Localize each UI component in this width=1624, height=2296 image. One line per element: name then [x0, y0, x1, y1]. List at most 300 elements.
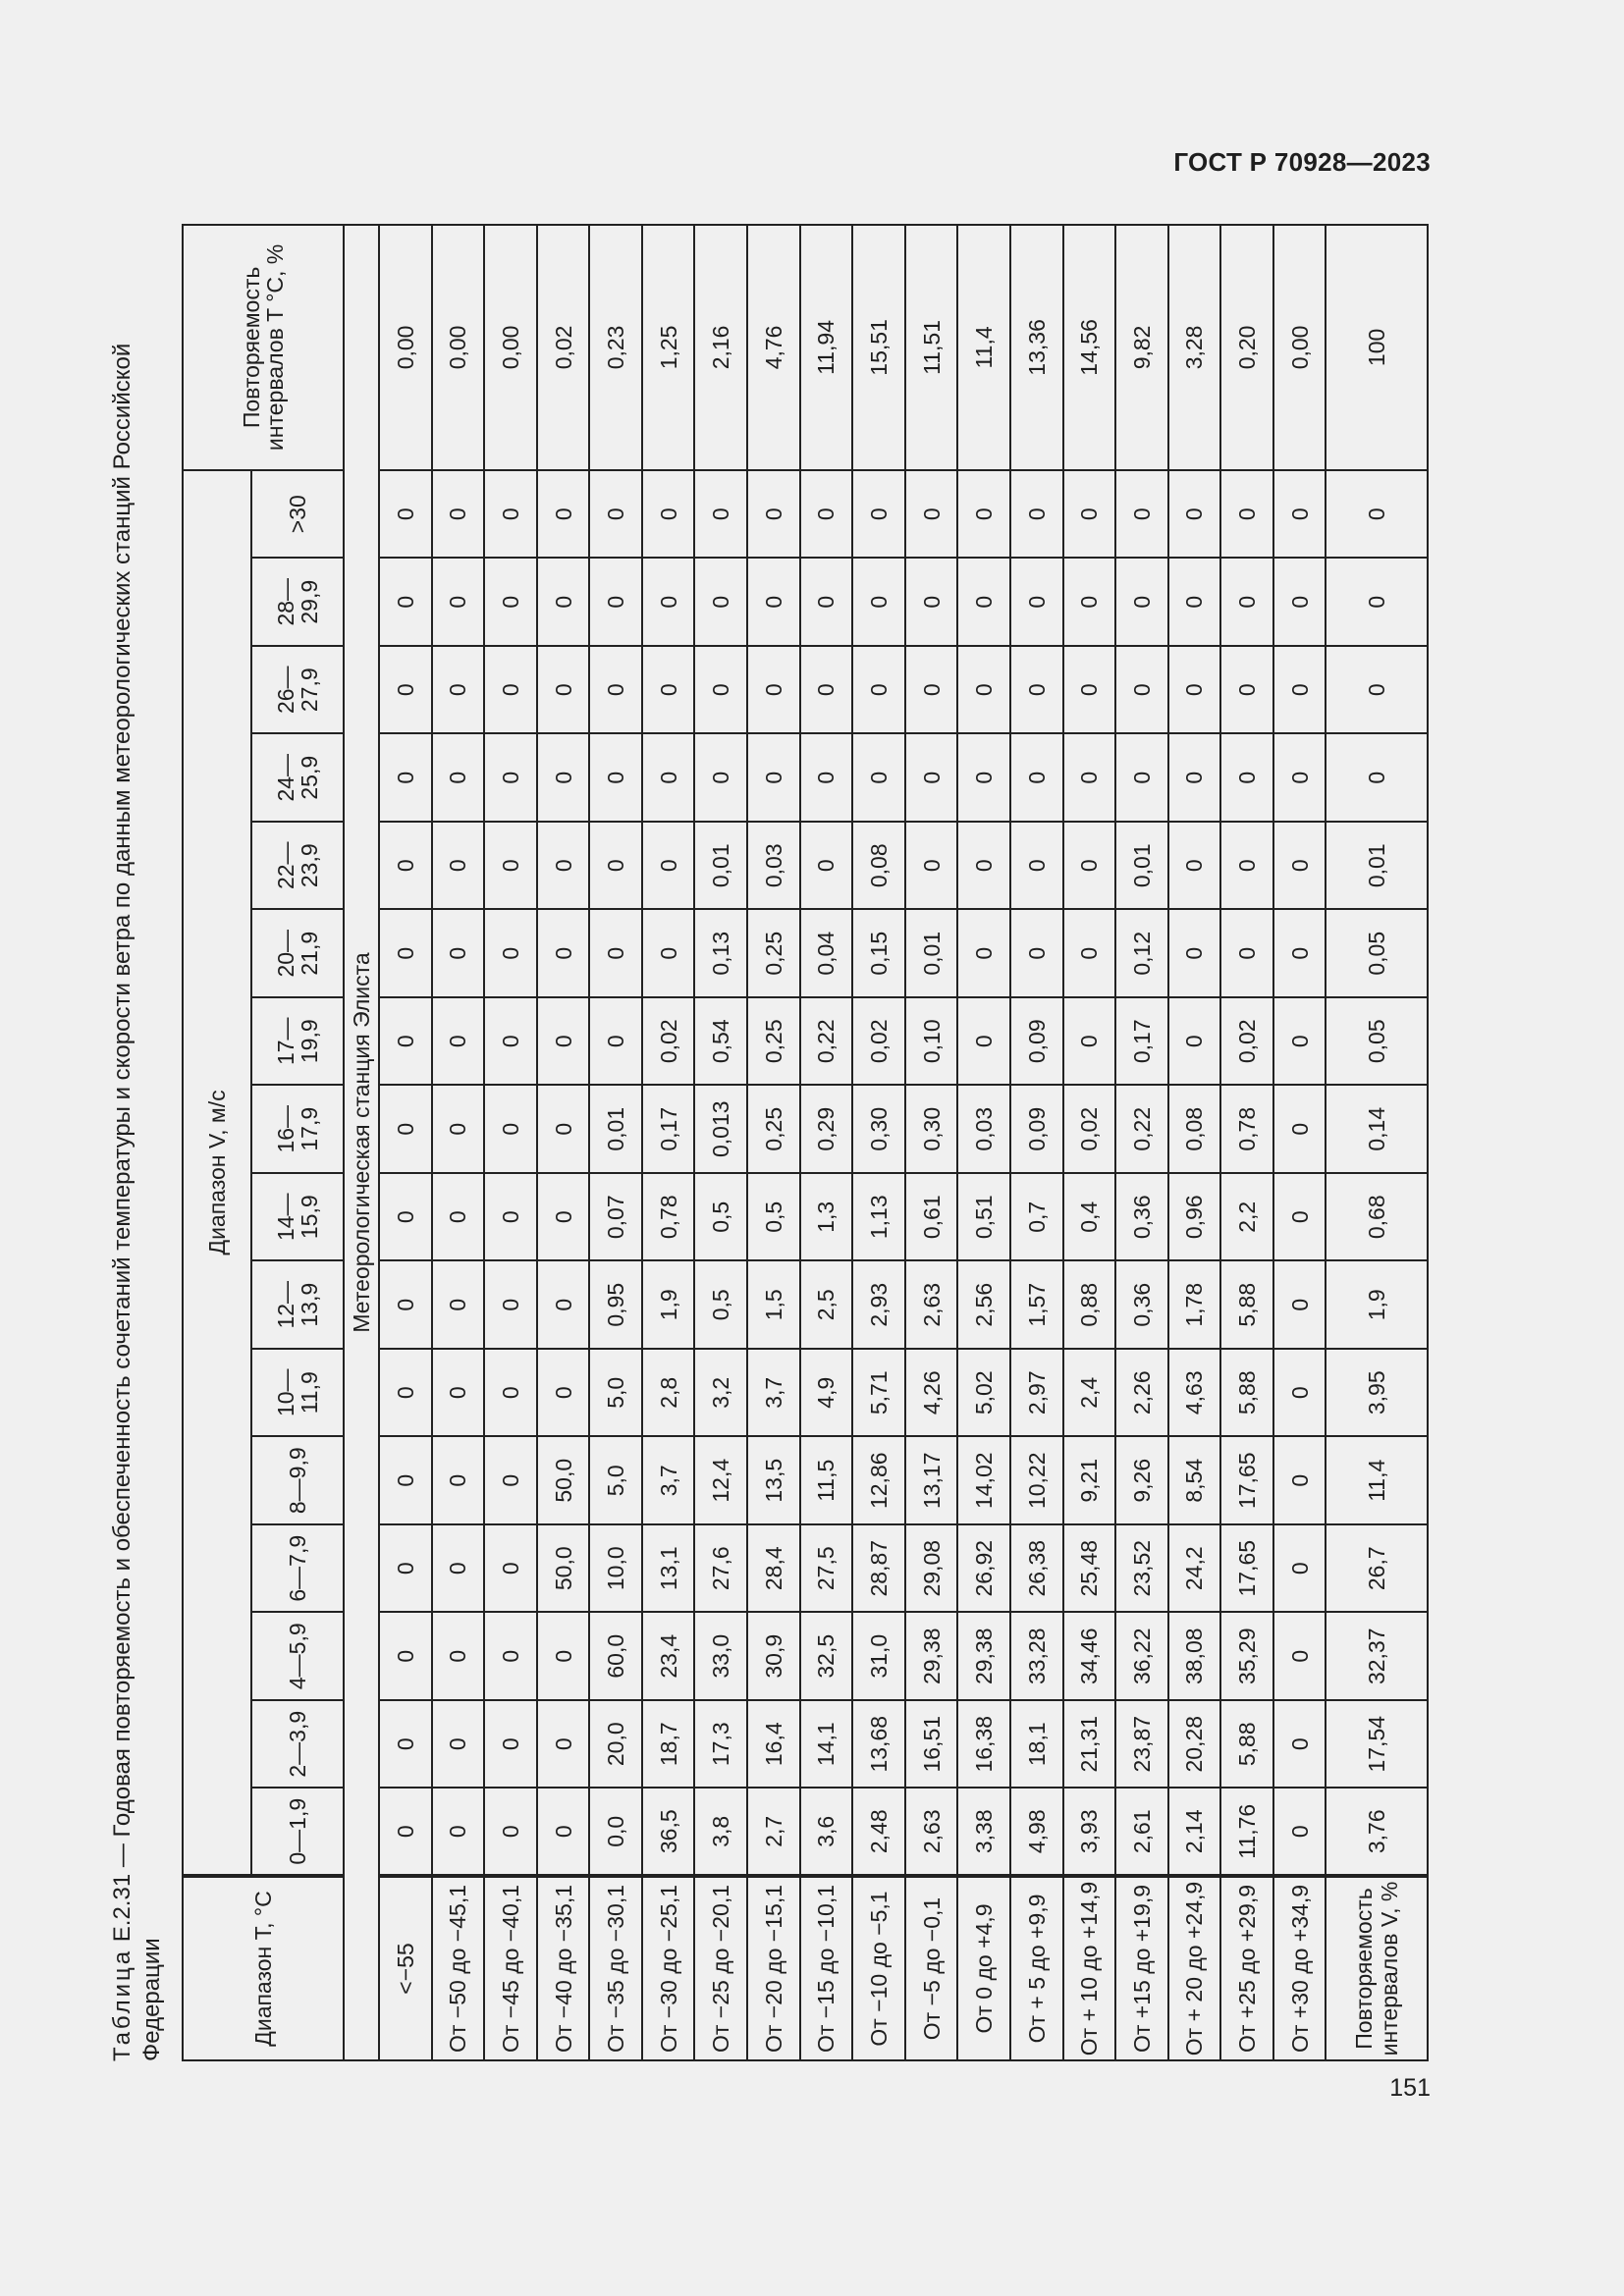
row-total: 13,36 — [1010, 225, 1063, 470]
cell-value: 0 — [484, 1173, 537, 1261]
row-label: От +25 до +29,9 — [1220, 1876, 1273, 2060]
cell-value: 0 — [1063, 997, 1116, 1086]
cell-value: 0 — [1010, 646, 1063, 734]
cell-value: 0,01 — [1326, 822, 1428, 910]
cell-value: 2,7 — [747, 1789, 800, 1877]
cell-value: 2,5 — [800, 1261, 853, 1350]
cell-value: 0 — [1063, 470, 1116, 559]
cell-value: 0,68 — [1326, 1173, 1428, 1261]
speed-col-header: 28—29,9 — [251, 559, 344, 647]
cell-value: 0,0 — [589, 1789, 642, 1877]
cell-value: 0 — [484, 1437, 537, 1525]
cell-value: 0,02 — [1220, 997, 1273, 1086]
cell-value: 9,21 — [1063, 1437, 1116, 1525]
cell-value: 0 — [957, 470, 1010, 559]
cell-value: 0 — [1273, 1437, 1326, 1525]
speed-col-header: 10—11,9 — [251, 1349, 344, 1437]
cell-value: 0 — [484, 910, 537, 998]
cell-value: 0 — [1010, 734, 1063, 823]
cell-value: 0 — [1273, 1700, 1326, 1789]
cell-value: 16,4 — [747, 1700, 800, 1789]
cell-value: 0 — [694, 559, 747, 647]
cell-value: 1,9 — [1326, 1261, 1428, 1350]
cell-value: 0 — [1273, 559, 1326, 647]
cell-value: 23,52 — [1115, 1524, 1168, 1613]
cell-value: 0 — [1010, 470, 1063, 559]
cell-value: 0 — [747, 559, 800, 647]
cell-value: 0 — [379, 734, 432, 823]
cell-value: 0,30 — [852, 1086, 905, 1174]
cell-value: 0 — [379, 1789, 432, 1877]
cell-value: 0 — [432, 734, 485, 823]
cell-value: 0,01 — [589, 1086, 642, 1174]
cell-value: 17,65 — [1220, 1437, 1273, 1525]
cell-value: 0 — [1326, 559, 1428, 647]
row-total: 11,4 — [957, 225, 1010, 470]
table-row — [957, 225, 1010, 2060]
cell-value: 2,97 — [1010, 1349, 1063, 1437]
cell-value: 0 — [484, 734, 537, 823]
cell-value: 1,57 — [1010, 1261, 1063, 1350]
cell-value: 0 — [1115, 734, 1168, 823]
cell-value: 0,12 — [1115, 910, 1168, 998]
cell-value: 13,1 — [642, 1524, 695, 1613]
cell-value: 0 — [1326, 734, 1428, 823]
cell-value: 0 — [1115, 646, 1168, 734]
cell-value: 12,4 — [694, 1437, 747, 1525]
cell-value: 27,6 — [694, 1524, 747, 1613]
cell-value: 0 — [537, 559, 590, 647]
caption-number: Е.2.31 — [109, 1873, 135, 1943]
table-row — [1063, 225, 1116, 2060]
cell-value: 29,08 — [905, 1524, 958, 1613]
cell-value: 0 — [537, 1789, 590, 1877]
cell-value: 3,7 — [747, 1349, 800, 1437]
station-name: Метеорологическая станция Элиста — [344, 225, 379, 2060]
cell-value: 1,9 — [642, 1261, 695, 1350]
caption-label: Таблица — [109, 1948, 135, 2061]
cell-value: 0 — [1273, 734, 1326, 823]
cell-value: 0 — [537, 1700, 590, 1789]
cell-value: 23,87 — [1115, 1700, 1168, 1789]
cell-value: 0 — [642, 559, 695, 647]
cell-value: 26,92 — [957, 1524, 1010, 1613]
cell-value: 0 — [1168, 470, 1221, 559]
cell-value: 0 — [905, 734, 958, 823]
cell-value: 0 — [1063, 910, 1116, 998]
cell-value: 28,87 — [852, 1524, 905, 1613]
header-repeat-t: Повторяемость интервалов T °C, % — [183, 225, 344, 470]
table-row — [800, 225, 853, 2060]
cell-value: 0 — [432, 1789, 485, 1877]
cell-value: 0,03 — [747, 822, 800, 910]
cell-value: 14,1 — [800, 1700, 853, 1789]
cell-value: 0 — [694, 470, 747, 559]
cell-value: 0 — [484, 1086, 537, 1174]
cell-value: 0 — [957, 559, 1010, 647]
cell-value: 5,88 — [1220, 1349, 1273, 1437]
cell-value: 11,76 — [1220, 1789, 1273, 1877]
cell-value: 0,01 — [905, 910, 958, 998]
cell-value: 0 — [1273, 646, 1326, 734]
speed-col-header: 17—19,9 — [251, 997, 344, 1086]
cell-value: 0 — [1273, 1613, 1326, 1701]
cell-value: 0 — [1273, 470, 1326, 559]
cell-value: 50,0 — [537, 1524, 590, 1613]
cell-value: 2,8 — [642, 1349, 695, 1437]
cell-value: 60,0 — [589, 1613, 642, 1701]
cell-value: 0 — [1273, 1524, 1326, 1613]
cell-value: 3,38 — [957, 1789, 1010, 1877]
cell-value: 29,38 — [905, 1613, 958, 1701]
cell-value: 0 — [800, 470, 853, 559]
cell-value: 0,5 — [694, 1261, 747, 1350]
cell-value: 2,2 — [1220, 1173, 1273, 1261]
table-row — [1168, 225, 1221, 2060]
cell-value: 0,05 — [1326, 910, 1428, 998]
cell-value: 0 — [1168, 997, 1221, 1086]
cell-value: 1,78 — [1168, 1261, 1221, 1350]
row-label: От 0 до +4,9 — [957, 1876, 1010, 2060]
row-total: 9,82 — [1115, 225, 1168, 470]
cell-value: 12,86 — [852, 1437, 905, 1525]
cell-value: 0 — [537, 997, 590, 1086]
cell-value: 0,10 — [905, 997, 958, 1086]
row-label: От −40 до −35,1 — [537, 1876, 590, 2060]
speed-col-header: 26—27,9 — [251, 646, 344, 734]
cell-value: 0 — [432, 1613, 485, 1701]
cell-value: 0 — [537, 1349, 590, 1437]
cell-value: 0 — [1273, 1173, 1326, 1261]
row-label: От −20 до −15,1 — [747, 1876, 800, 2060]
cell-value: 0,29 — [800, 1086, 853, 1174]
cell-value: 0 — [747, 470, 800, 559]
cell-value: 0,14 — [1326, 1086, 1428, 1174]
cell-value: 33,28 — [1010, 1613, 1063, 1701]
row-total: 15,51 — [852, 225, 905, 470]
table-row — [537, 225, 590, 2060]
cell-value: 4,63 — [1168, 1349, 1221, 1437]
cell-value: 16,38 — [957, 1700, 1010, 1789]
cell-value: 0,78 — [642, 1173, 695, 1261]
cell-value: 0 — [694, 734, 747, 823]
table-caption — [108, 226, 167, 2061]
row-label: От −5 до −0,1 — [905, 1876, 958, 2060]
cell-value: 4,98 — [1010, 1789, 1063, 1877]
cell-value: 35,29 — [1220, 1613, 1273, 1701]
cell-value: 18,1 — [1010, 1700, 1063, 1789]
cell-value: 13,5 — [747, 1437, 800, 1525]
cell-value: 0 — [537, 470, 590, 559]
cell-value: 0 — [1168, 559, 1221, 647]
cell-value: 0,17 — [1115, 997, 1168, 1086]
table-row — [1115, 225, 1168, 2060]
cell-value: 0 — [537, 734, 590, 823]
table-row — [642, 225, 695, 2060]
cell-value: 0 — [379, 822, 432, 910]
row-total: 4,76 — [747, 225, 800, 470]
cell-value: 0 — [589, 559, 642, 647]
caption-text: — Годовая повторяемость и обеспеченность сочетаний температуры и скорости ветра по данным метеорологических станций Российской Федерации — [109, 343, 165, 2061]
row-label: <−55 — [379, 1876, 432, 2060]
cell-value: 0 — [642, 470, 695, 559]
cell-value: 0,54 — [694, 997, 747, 1086]
row-label: От −10 до −5,1 — [852, 1876, 905, 2060]
speed-col-header: >30 — [251, 470, 344, 559]
cell-value: 0 — [432, 646, 485, 734]
cell-value: 0 — [957, 734, 1010, 823]
header-temp-range: Диапазон T, °C — [183, 1876, 344, 2060]
cell-value: 0 — [484, 1613, 537, 1701]
cell-value: 11,4 — [1326, 1437, 1428, 1525]
cell-value: 16,51 — [905, 1700, 958, 1789]
cell-value: 36,22 — [1115, 1613, 1168, 1701]
cell-value: 3,8 — [694, 1789, 747, 1877]
cell-value: 0 — [800, 646, 853, 734]
cell-value: 0,17 — [642, 1086, 695, 1174]
cell-value: 0 — [1063, 734, 1116, 823]
speed-col-header: 4—5,9 — [251, 1613, 344, 1701]
cell-value: 3,95 — [1326, 1349, 1428, 1437]
cell-value: 0 — [537, 646, 590, 734]
cell-value: 0,08 — [1168, 1086, 1221, 1174]
cell-value: 4,26 — [905, 1349, 958, 1437]
cell-value: 0 — [432, 1524, 485, 1613]
data-table — [182, 224, 1429, 2061]
cell-value: 29,38 — [957, 1613, 1010, 1701]
cell-value: 0 — [905, 822, 958, 910]
cell-value: 0 — [432, 559, 485, 647]
cell-value: 0,61 — [905, 1173, 958, 1261]
cell-value: 0 — [484, 1524, 537, 1613]
row-total: 1,25 — [642, 225, 695, 470]
cell-value: 0 — [1220, 559, 1273, 647]
cell-value: 0 — [379, 1086, 432, 1174]
cell-value: 0 — [957, 910, 1010, 998]
cell-value: 0 — [642, 646, 695, 734]
row-total: 0,02 — [537, 225, 590, 470]
cell-value: 0 — [905, 646, 958, 734]
row-total: 2,16 — [694, 225, 747, 470]
cell-value: 0 — [1273, 1349, 1326, 1437]
cell-value: 0 — [432, 1086, 485, 1174]
cell-value: 0 — [537, 1613, 590, 1701]
cell-value: 2,93 — [852, 1261, 905, 1350]
cell-value: 0 — [379, 559, 432, 647]
cell-value: 0,01 — [1115, 822, 1168, 910]
row-label: От −35 до −30,1 — [589, 1876, 642, 2060]
cell-value: 0 — [905, 559, 958, 647]
row-label: От −30 до −25,1 — [642, 1876, 695, 2060]
cell-value: 0,05 — [1326, 997, 1428, 1086]
cell-value: 0,15 — [852, 910, 905, 998]
cell-value: 0 — [379, 910, 432, 998]
cell-value: 0 — [1220, 734, 1273, 823]
cell-value: 0 — [379, 1349, 432, 1437]
cell-value: 0 — [537, 910, 590, 998]
cell-value: 0 — [1273, 1261, 1326, 1350]
table-row — [432, 225, 485, 2060]
cell-value: 0 — [432, 910, 485, 998]
summary-row — [1326, 225, 1428, 2060]
cell-value: 0,08 — [852, 822, 905, 910]
cell-value: 0 — [432, 1261, 485, 1350]
document-code: ГОСТ Р 70928—2023 — [1173, 147, 1431, 177]
cell-value: 0 — [747, 646, 800, 734]
cell-value: 3,7 — [642, 1437, 695, 1525]
cell-value: 0 — [1220, 910, 1273, 998]
cell-value: 34,46 — [1063, 1613, 1116, 1701]
row-total: 11,94 — [800, 225, 853, 470]
cell-value: 13,17 — [905, 1437, 958, 1525]
cell-value: 0 — [589, 822, 642, 910]
cell-value: 0,4 — [1063, 1173, 1116, 1261]
speed-col-header: 20—21,9 — [251, 910, 344, 998]
cell-value: 10,0 — [589, 1524, 642, 1613]
cell-value: 0,5 — [694, 1173, 747, 1261]
table-row — [484, 225, 537, 2060]
cell-value: 0 — [484, 1700, 537, 1789]
cell-value: 4,9 — [800, 1349, 853, 1437]
row-total: 0,20 — [1220, 225, 1273, 470]
cell-value: 0 — [1063, 822, 1116, 910]
page-number: 151 — [1389, 2074, 1431, 2102]
cell-value: 0 — [589, 734, 642, 823]
cell-value: 1,3 — [800, 1173, 853, 1261]
speed-col-header: 6—7,9 — [251, 1524, 344, 1613]
table-row — [1273, 225, 1326, 2060]
cell-value: 0 — [852, 559, 905, 647]
cell-value: 0 — [1220, 822, 1273, 910]
row-total: 11,51 — [905, 225, 958, 470]
cell-value: 0 — [1168, 822, 1221, 910]
cell-value: 0 — [379, 1437, 432, 1525]
cell-value: 1,5 — [747, 1261, 800, 1350]
row-label: От + 5 до +9,9 — [1010, 1876, 1063, 2060]
cell-value: 10,22 — [1010, 1437, 1063, 1525]
cell-value: 0,02 — [642, 997, 695, 1086]
cell-value: 2,63 — [905, 1261, 958, 1350]
cell-value: 0 — [379, 997, 432, 1086]
cell-value: 13,68 — [852, 1700, 905, 1789]
cell-value: 0 — [432, 1700, 485, 1789]
speed-col-header: 14—15,9 — [251, 1173, 344, 1261]
cell-value: 0 — [1063, 646, 1116, 734]
cell-value: 0 — [379, 1700, 432, 1789]
cell-value: 0 — [642, 734, 695, 823]
cell-value: 0 — [852, 470, 905, 559]
speed-col-header: 12—13,9 — [251, 1261, 344, 1350]
cell-value: 0,78 — [1220, 1086, 1273, 1174]
cell-value: 3,6 — [800, 1789, 853, 1877]
cell-value: 26,7 — [1326, 1524, 1428, 1613]
cell-value: 0 — [1220, 646, 1273, 734]
cell-value: 32,5 — [800, 1613, 853, 1701]
cell-value: 0 — [484, 997, 537, 1086]
cell-value: 33,0 — [694, 1613, 747, 1701]
cell-value: 0,02 — [1063, 1086, 1116, 1174]
cell-value: 0,36 — [1115, 1261, 1168, 1350]
cell-value: 31,0 — [852, 1613, 905, 1701]
cell-value: 3,2 — [694, 1349, 747, 1437]
cell-value: 0 — [1220, 470, 1273, 559]
speed-col-header: 24—25,9 — [251, 734, 344, 823]
speed-col-header: 2—3,9 — [251, 1700, 344, 1789]
cell-value: 23,4 — [642, 1613, 695, 1701]
cell-value: 0 — [1168, 910, 1221, 998]
row-label: От −15 до −10,1 — [800, 1876, 853, 2060]
rotated-table-region — [108, 226, 1434, 2061]
row-total: 0,00 — [1273, 225, 1326, 470]
table-row — [694, 225, 747, 2060]
cell-value: 17,65 — [1220, 1524, 1273, 1613]
cell-value: 0 — [379, 646, 432, 734]
table-row — [1220, 225, 1273, 2060]
cell-value: 0 — [747, 734, 800, 823]
cell-value: 17,3 — [694, 1700, 747, 1789]
cell-value: 32,37 — [1326, 1613, 1428, 1701]
row-total: 0,00 — [432, 225, 485, 470]
cell-value: 14,02 — [957, 1437, 1010, 1525]
cell-value: 0,22 — [800, 997, 853, 1086]
cell-value: 0 — [642, 822, 695, 910]
cell-value: 0,5 — [747, 1173, 800, 1261]
cell-value: 5,88 — [1220, 1261, 1273, 1350]
cell-value: 0 — [1168, 734, 1221, 823]
cell-value: 9,26 — [1115, 1437, 1168, 1525]
cell-value: 0 — [589, 646, 642, 734]
cell-value: 0 — [852, 734, 905, 823]
cell-value: 0 — [484, 1789, 537, 1877]
speed-col-header: 16—17,9 — [251, 1086, 344, 1174]
cell-value: 0,13 — [694, 910, 747, 998]
cell-value: 11,5 — [800, 1437, 853, 1525]
cell-value: 24,2 — [1168, 1524, 1221, 1613]
cell-value: 5,02 — [957, 1349, 1010, 1437]
cell-value: 18,7 — [642, 1700, 695, 1789]
cell-value: 0,25 — [747, 997, 800, 1086]
cell-value: 0 — [642, 910, 695, 998]
cell-value: 0 — [589, 997, 642, 1086]
cell-value: 0 — [1326, 646, 1428, 734]
cell-value: 0,22 — [1115, 1086, 1168, 1174]
cell-value: 0 — [852, 646, 905, 734]
table-row — [852, 225, 905, 2060]
cell-value: 0,7 — [1010, 1173, 1063, 1261]
table-row — [905, 225, 958, 2060]
cell-value: 0,95 — [589, 1261, 642, 1350]
cell-value: 0 — [432, 470, 485, 559]
cell-value: 20,0 — [589, 1700, 642, 1789]
cell-value: 5,0 — [589, 1437, 642, 1525]
row-label: От + 20 до +24,9 — [1168, 1876, 1221, 2060]
cell-value: 0,01 — [694, 822, 747, 910]
row-label: От +15 до +19,9 — [1115, 1876, 1168, 2060]
cell-value: 2,63 — [905, 1789, 958, 1877]
cell-value: 0,96 — [1168, 1173, 1221, 1261]
cell-value: 0 — [1273, 1086, 1326, 1174]
table-row — [747, 225, 800, 2060]
cell-value: 26,38 — [1010, 1524, 1063, 1613]
cell-value: 3,93 — [1063, 1789, 1116, 1877]
cell-value: 5,88 — [1220, 1700, 1273, 1789]
row-label: От + 10 до +14,9 — [1063, 1876, 1116, 2060]
cell-value: 0 — [379, 1613, 432, 1701]
cell-value: 21,31 — [1063, 1700, 1116, 1789]
table-row — [589, 225, 642, 2060]
row-total: 0,23 — [589, 225, 642, 470]
cell-value: 2,48 — [852, 1789, 905, 1877]
